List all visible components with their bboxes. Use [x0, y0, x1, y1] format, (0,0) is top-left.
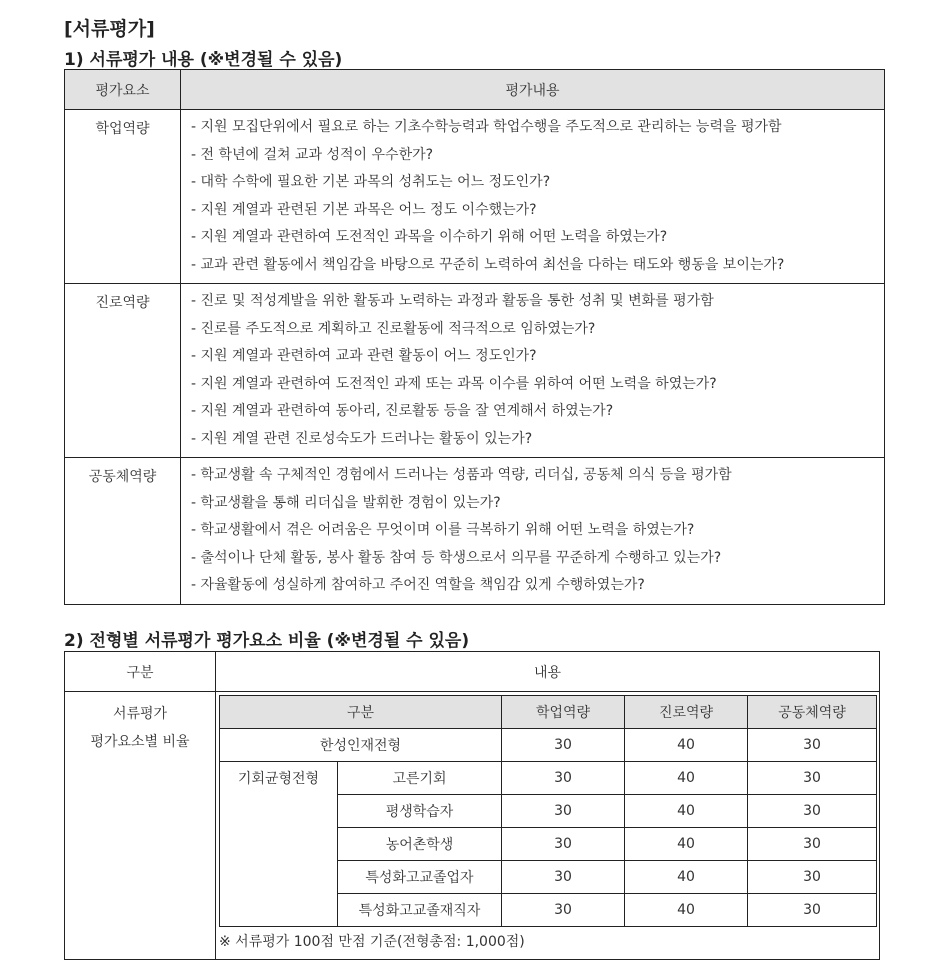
section1-title: 1) 서류평가 내용 (※변경될 수 있음)	[64, 50, 343, 70]
ratio-category-line2: 평가요소별 비율	[90, 734, 190, 750]
ratio-inner-table	[219, 695, 877, 927]
outer-body-row	[65, 692, 880, 960]
criteria-line: - 전 학년에 걸쳐 교과 성적이 우수한가?	[191, 146, 434, 163]
inner-header-category: 구분	[220, 696, 502, 729]
evaluation-criteria	[181, 110, 885, 284]
ratio-value: 40	[625, 861, 748, 894]
ratio-value: 30	[748, 894, 877, 927]
evaluation-category: 학업역량	[65, 110, 181, 284]
ratio-inner-body	[220, 729, 877, 927]
header-category: 평가요소	[65, 70, 181, 110]
criteria-line: - 대학 수학에 필요한 기본 과목의 성취도는 어느 정도인가?	[191, 174, 551, 190]
evaluation-row	[65, 458, 885, 605]
table-header-row	[65, 70, 885, 110]
ratio-value: 30	[748, 828, 877, 861]
ratio-value: 30	[502, 729, 625, 762]
criteria-line: - 교과 관련 활동에서 책임감을 바탕으로 꾸준히 노력하여 최선을 다하는 태도와 행동을 보이는가?	[191, 256, 785, 273]
ratio-outer-table	[64, 651, 880, 960]
criteria-line: - 출석이나 단체 활동, 봉사 활동 참여 등 학생으로서 의무를 꾸준하게 수행하고 있는가?	[191, 549, 722, 566]
inner-header-community: 공동체역량	[748, 696, 877, 729]
inner-header-career: 진로역량	[625, 696, 748, 729]
ratio-value: 30	[502, 861, 625, 894]
ratio-value: 30	[748, 729, 877, 762]
ratio-row-label: 고른기회	[338, 762, 502, 795]
criteria-line: - 학교생활을 통해 리더십을 발휘한 경험이 있는가?	[191, 494, 501, 511]
evaluation-category: 진로역량	[65, 284, 181, 458]
ratio-value: 30	[502, 795, 625, 828]
inner-header-academic: 학업역량	[502, 696, 625, 729]
criteria-line: - 자율활동에 성실하게 참여하고 주어진 역할을 책임감 있게 수행하였는가?	[191, 577, 645, 593]
ratio-row-label: 농어촌학생	[338, 828, 502, 861]
ratio-row	[220, 762, 877, 795]
evaluation-row	[65, 284, 885, 458]
criteria-line: - 지원 계열과 관련하여 동아리, 진로활동 등을 잘 연계해서 하였는가?	[191, 403, 614, 419]
criteria-line: - 진로 및 적성계발을 위한 활동과 노력하는 과정과 활동을 통한 성취 및 변화를 평가함	[191, 293, 714, 309]
criteria-line: - 학교생활 속 구체적인 경험에서 드러나는 성품과 역량, 리더십, 공동체 의식 등을 평가함	[191, 467, 732, 483]
header-content: 평가내용	[181, 70, 885, 110]
criteria-line: - 지원 모집단위에서 필요로 하는 기초수학능력과 학업수행을 주도적으로 관리하는 능력을 평가함	[191, 119, 782, 135]
ratio-row-label: 특성화고교졸업자	[338, 861, 502, 894]
ratio-value: 30	[748, 795, 877, 828]
evaluation-row	[65, 110, 885, 284]
ratio-value: 40	[625, 828, 748, 861]
ratio-row-label: 특성화고교졸재직자	[338, 894, 502, 927]
section2-title: 2) 전형별 서류평가 평가요소 비율 (※변경될 수 있음)	[64, 631, 470, 651]
criteria-line: - 지원 계열과 관련하여 도전적인 과목을 이수하기 위해 어떤 노력을 하였는가?	[191, 229, 668, 245]
ratio-row	[220, 729, 877, 762]
outer-header-category: 구분	[65, 652, 216, 692]
evaluation-criteria	[181, 284, 885, 458]
evaluation-content-table	[64, 69, 885, 605]
criteria-line: - 지원 계열 관련 진로성숙도가 드러나는 활동이 있는가?	[191, 430, 533, 447]
ratio-category-line1: 서류평가	[112, 706, 168, 722]
ratio-row-label: 한성인재전형	[220, 729, 502, 762]
criteria-line: - 진로를 주도적으로 계획하고 진로활동에 적극적으로 임하였는가?	[191, 320, 596, 337]
evaluation-category: 공동체역량	[65, 458, 181, 605]
criteria-line: - 지원 계열과 관련하여 교과 관련 활동이 어느 정도인가?	[191, 348, 537, 364]
ratio-value: 40	[625, 762, 748, 795]
criteria-line: - 지원 계열과 관련하여 도전적인 과제 또는 과목 이수를 위하여 어떤 노력을 하였는가?	[191, 375, 717, 392]
ratio-value: 30	[502, 828, 625, 861]
ratio-row-label: 평생학습자	[338, 795, 502, 828]
ratio-content-cell	[216, 692, 880, 960]
ratio-category-cell	[65, 692, 216, 960]
ratio-value: 30	[748, 861, 877, 894]
page-title: [서류평가]	[64, 18, 155, 40]
ratio-value: 40	[625, 795, 748, 828]
ratio-value: 30	[502, 894, 625, 927]
ratio-value: 30	[748, 762, 877, 795]
criteria-line: - 학교생활에서 겪은 어려움은 무엇이며 이를 극복하기 위해 어떤 노력을 하였는가?	[191, 522, 695, 538]
inner-header-row	[220, 696, 877, 729]
ratio-note: ※ 서류평가 100점 만점 기준(전형총점: 1,000점)	[219, 934, 525, 950]
outer-header-row	[65, 652, 880, 692]
evaluation-content-body	[65, 110, 885, 605]
ratio-value: 40	[625, 729, 748, 762]
ratio-value: 40	[625, 894, 748, 927]
ratio-value: 30	[502, 762, 625, 795]
outer-header-content: 내용	[216, 652, 880, 692]
ratio-group-label: 기회균형전형	[220, 762, 338, 927]
evaluation-criteria	[181, 458, 885, 605]
criteria-line: - 지원 계열과 관련된 기본 과목은 어느 정도 이수했는가?	[191, 201, 537, 218]
